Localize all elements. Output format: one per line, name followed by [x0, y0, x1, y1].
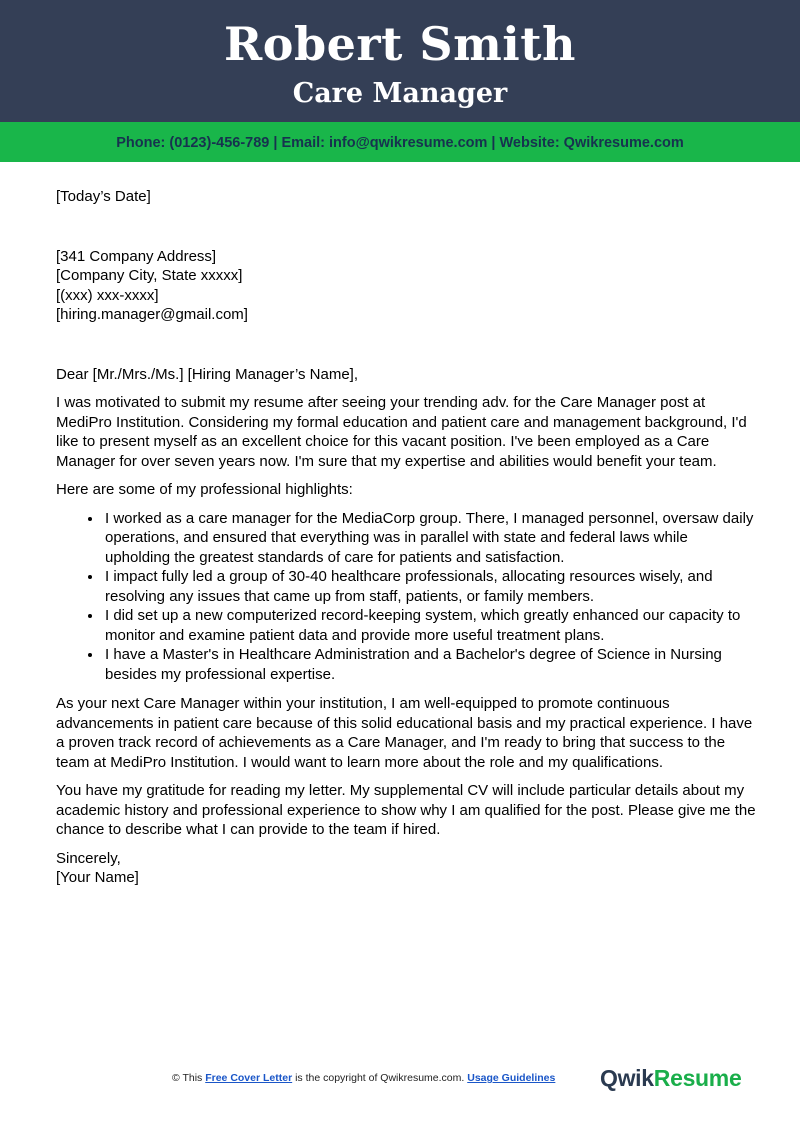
highlights-list	[56, 509, 756, 685]
header-banner	[0, 0, 800, 122]
usage-guidelines-link[interactable]: Usage Guidelines	[467, 1072, 556, 1084]
highlight-item: • I impact fully led a group of 30-40 healthcare professionals, allocating resources wisely, and resolving any issues that came up from staff, patients, or family members.	[103, 567, 756, 606]
free-cover-letter-link[interactable]: Free Cover Letter	[205, 1072, 293, 1084]
signature: [Your Name]	[56, 869, 139, 886]
address-line: [hiring.manager@gmail.com]	[56, 306, 248, 323]
address-line: [Company City, State xxxxx]	[56, 267, 243, 284]
qwikresume-logo	[600, 1064, 741, 1092]
body-paragraph: As your next Care Manager within your institution, I am well-equipped to promote continuous advancements in patient care because of this solid educational basis and my practical experience. I have a proven track record of achievements as a Care Manager, and I'm ready to bring that success to the team at MediPro Institution. I would want to learn more about the role and my qualifications.	[56, 695, 753, 771]
address-line: [341 Company Address]	[56, 247, 217, 265]
letter-body	[56, 187, 756, 888]
address-line: [(xxx) xxx-xxxx]	[56, 286, 159, 304]
logo-part-resume: Resume	[653, 1065, 742, 1091]
logo-part-qwik: Qwik	[600, 1065, 654, 1091]
footer	[0, 1064, 800, 1094]
job-title: Care Manager	[292, 78, 508, 109]
highlight-item: • I have a Master's in Healthcare Administration and a Bachelor's degree of Science in Nursing besides my professional expertise.	[103, 645, 756, 684]
highlight-item: • I worked as a care manager for the MediaCorp group. There, I managed personnel, oversaw daily operations, and ensured that everything was in parallel with state and federal laws while upholding the greatest standards of care for patients and satisfaction.	[103, 509, 756, 568]
copyright-prefix: © This	[172, 1072, 206, 1084]
recipient-address	[56, 247, 756, 325]
highlights-intro: Here are some of my professional highlights:	[56, 481, 353, 498]
contact-bar: Phone: (0123)-456-789 | Email: info@qwikresume.com | Website: Qwikresume.com	[0, 122, 800, 162]
letter-date: [Today’s Date]	[56, 188, 151, 205]
applicant-name: Robert Smith	[224, 17, 576, 71]
copyright-notice	[172, 1072, 555, 1084]
intro-paragraph: I was motivated to submit my resume after seeing your trending adv. for the Care Manager post at MediPro Institution. Considering my formal education and patient care and management background, I'd like to present myself as an excellent choice for this vacant position. I've been employed as a Care Manager for over seven years now. I'm sure that my expertise and abilities would benefit your team.	[56, 394, 747, 470]
closing-paragraph: You have my gratitude for reading my letter. My supplemental CV will include particular details about my academic history and professional experience to show why I am qualified for the post. Please give me the chance to describe what I can provide to the team if hired.	[56, 782, 756, 838]
signoff: Sincerely,	[56, 849, 121, 867]
highlight-item: • I did set up a new computerized record-keeping system, which greatly enhanced our capacity to monitor and examine patient data and provide more useful treatment plans.	[103, 606, 756, 645]
copyright-middle: is the copyright of Qwikresume.com.	[292, 1072, 468, 1084]
greeting: Dear [Mr./Mrs./Ms.] [Hiring Manager’s Name],	[56, 365, 359, 383]
